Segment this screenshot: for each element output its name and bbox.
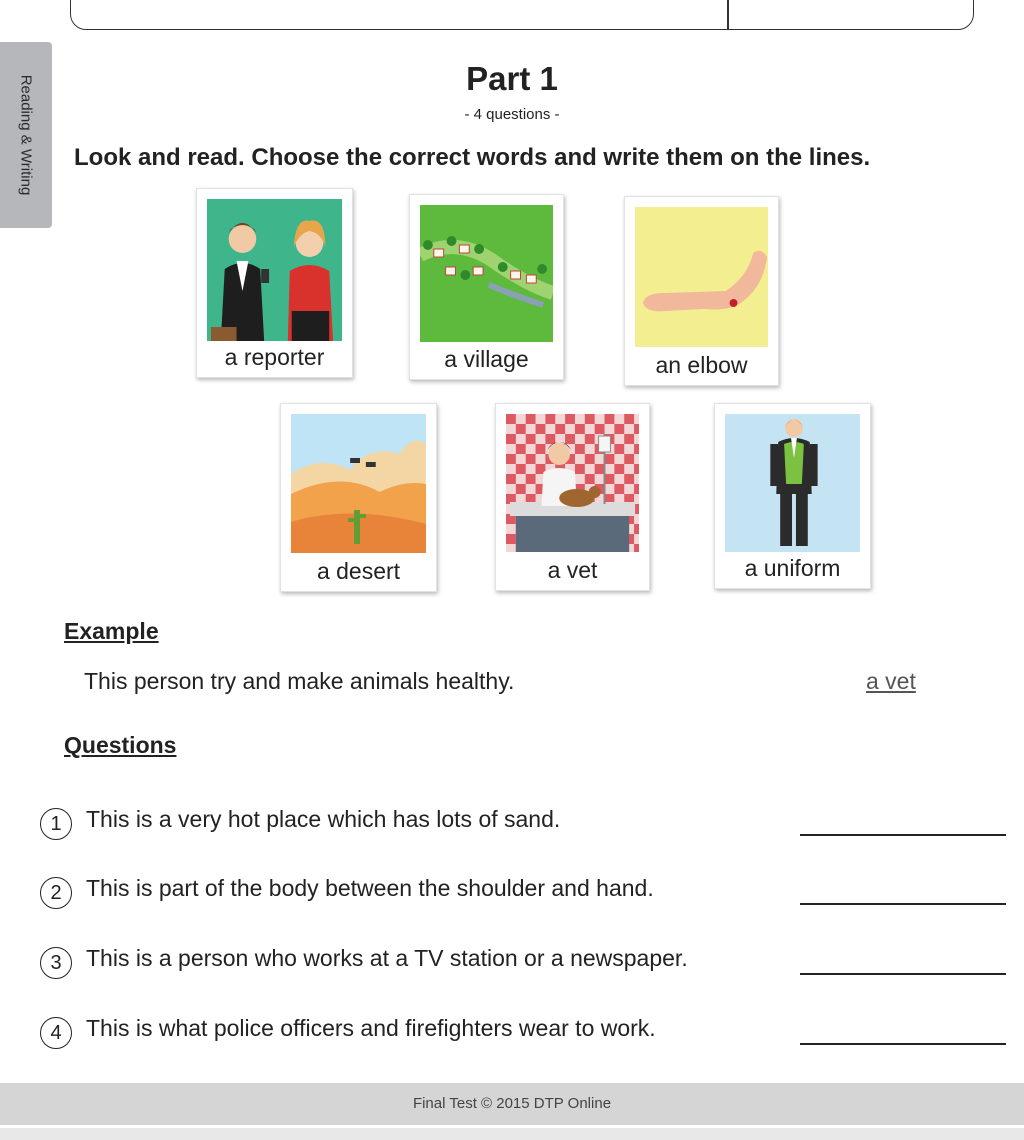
answer-line[interactable] <box>800 834 1006 836</box>
village-picture <box>420 205 553 342</box>
word-card-desert <box>280 403 437 592</box>
word-card-reporter <box>196 188 353 378</box>
question-row <box>40 806 1006 846</box>
answer-line[interactable] <box>800 1043 1006 1045</box>
example-text: This person try and make animals healthy. <box>84 668 515 694</box>
page-title: Part 1 <box>466 60 558 97</box>
answer-line[interactable] <box>800 903 1006 905</box>
question-text: This is a very hot place which has lots of sand. <box>86 806 561 832</box>
card-label: a desert <box>316 558 401 584</box>
word-card-uniform <box>714 403 871 589</box>
card-label: a reporter <box>224 344 325 370</box>
reporter-picture <box>207 199 342 341</box>
uniform-picture <box>725 414 860 552</box>
question-text: This is part of the body between the shoulder and hand. <box>86 875 654 901</box>
page-subtitle: - 4 questions - <box>464 106 560 123</box>
page-footer: Final Test © 2015 DTP Online <box>0 1083 1024 1125</box>
question-row <box>40 875 1006 915</box>
questions-heading: Questions <box>64 732 177 758</box>
answer-line[interactable] <box>800 973 1006 975</box>
card-label: an elbow <box>655 352 748 378</box>
example-answer: a vet <box>866 668 916 694</box>
desert-picture <box>291 414 426 553</box>
example-heading: Example <box>64 618 159 644</box>
answer-box-header <box>70 0 974 30</box>
word-card-elbow <box>624 196 779 386</box>
question-number-badge: 4 <box>40 1017 72 1049</box>
footer-strip <box>0 1128 1024 1140</box>
card-label: a uniform <box>744 555 841 581</box>
question-number-badge: 3 <box>40 947 72 979</box>
answer-box-divider <box>727 0 729 29</box>
card-label: a village <box>444 346 529 372</box>
elbow-picture <box>635 207 768 347</box>
question-row <box>40 1015 1006 1055</box>
word-card-village <box>409 194 564 380</box>
question-text: This is a person who works at a TV station or a newspaper. <box>86 945 688 971</box>
word-card-vet <box>495 403 650 591</box>
instruction-text: Look and read. Choose the correct words and write them on the lines. <box>74 144 871 171</box>
vet-picture <box>506 414 639 552</box>
question-number-badge: 1 <box>40 808 72 840</box>
question-row <box>40 945 1006 985</box>
question-number-badge: 2 <box>40 877 72 909</box>
side-tab-label: Reading & Writing <box>17 74 35 196</box>
question-text: This is what police officers and firefighters wear to work. <box>86 1015 656 1041</box>
card-label: a vet <box>547 557 598 583</box>
